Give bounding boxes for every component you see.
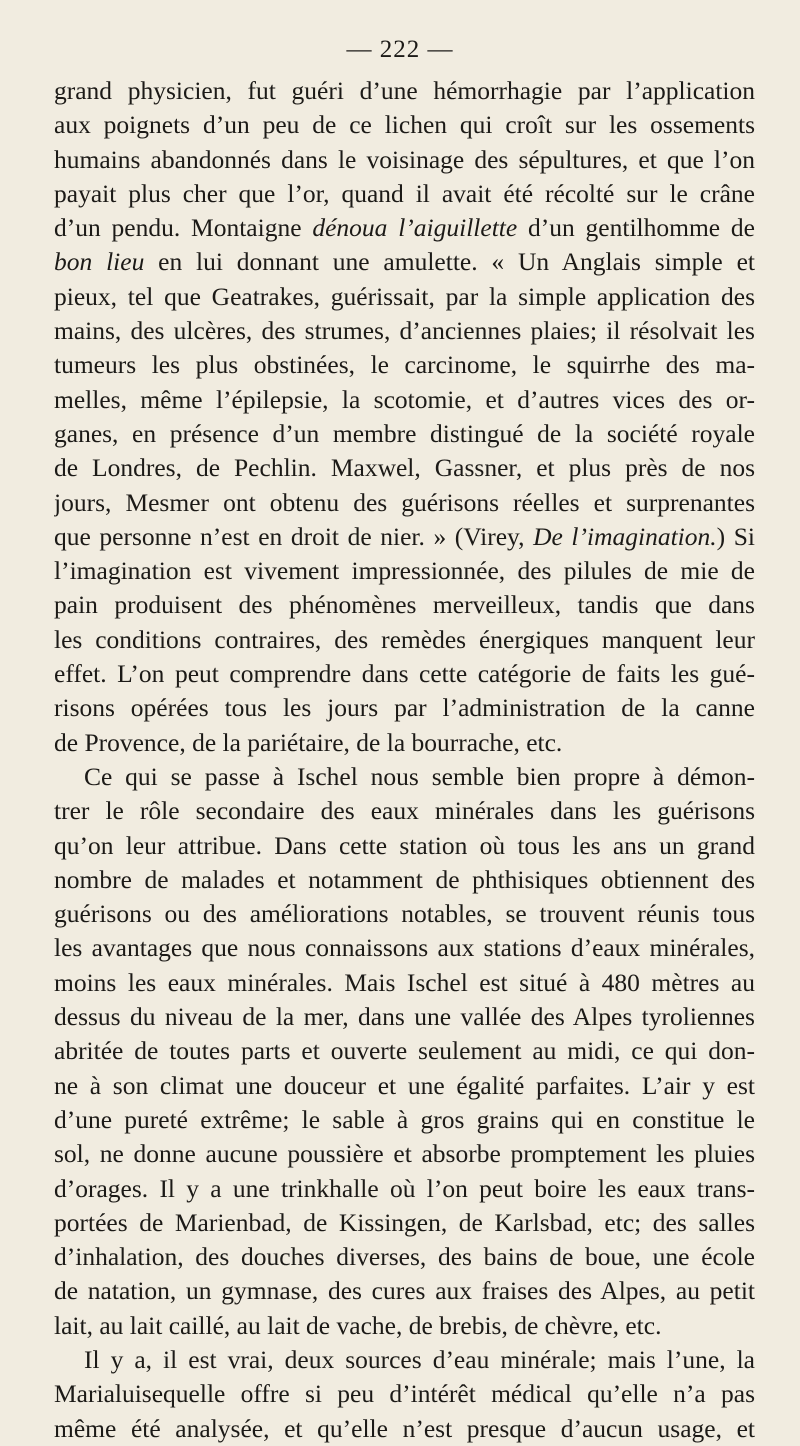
- text-run: ) Si: [716, 521, 755, 551]
- text-line: sol, ne donne aucune poussière et absorbe promptement les pluies: [54, 1139, 755, 1169]
- text-line: d’une pureté extrême; le sable à gros grains qui en constitue le: [54, 1104, 755, 1134]
- italic-phrase: bon lieu: [54, 247, 145, 277]
- text-run: d’un gentilhomme de: [517, 213, 755, 243]
- text-line: humains abandonnés dans le voisinage des sépultures, et que l’on: [54, 144, 755, 174]
- body-text: [54, 74, 755, 1446]
- text-line: [54, 211, 755, 245]
- paragraph-start-line: Il y a, il est vrai, deux sources d’eau minérale; mais l’une, la: [84, 1344, 755, 1374]
- text-line: pain produisent des phénomènes merveilleux, tandis que dans: [54, 590, 755, 620]
- text-line: même été analysée, et qu’elle n’est presque d’aucun usage, et: [54, 1413, 755, 1443]
- text-line: l’imagination est vivement impressionnée, des pilules de mie de: [54, 556, 755, 586]
- text-line: jours, Mesmer ont obtenu des guérisons réelles et surprenantes: [54, 487, 755, 517]
- text-line: lait, au lait caillé, au lait de vache, de brebis, de chèvre, etc.: [54, 1310, 662, 1340]
- italic-phrase: dénoua l’aiguillette: [312, 213, 518, 243]
- page-number: — 222 —: [346, 36, 454, 63]
- text-run: que personne n’est en droit de nier. » (Virey,: [54, 521, 534, 551]
- text-line: qu’on leur attribue. Dans cette station où tous les ans un grand: [54, 830, 755, 860]
- text-line: [54, 520, 755, 554]
- text-line: de Londres, de Pechlin. Maxwel, Gassner, et plus près de nos: [54, 453, 755, 483]
- text-line: d’inhalation, des douches diverses, des bains de boue, une école: [54, 1242, 755, 1272]
- text-line: abritée de toutes parts et ouverte seulement au midi, ce qui don-: [54, 1036, 755, 1066]
- text-line: moins les eaux minérales. Mais Ischel est situé à 480 mètres au: [54, 967, 755, 997]
- text-line: risons opérées tous les jours par l’administration de la canne: [54, 693, 755, 723]
- text-line: pieux, tel que Geatrakes, guérissait, par la simple application des: [54, 281, 755, 311]
- text-line: [54, 245, 755, 279]
- text-line: effet. L’on peut comprendre dans cette catégorie de faits les gué-: [54, 659, 755, 689]
- text-line: portées de Marienbad, de Kissingen, de Karlsbad, etc; des salles: [54, 1207, 755, 1237]
- text-line: les avantages que nous connaissons aux stations d’eaux minérales,: [54, 933, 755, 963]
- text-line: aux poignets d’un peu de ce lichen qui croît sur les ossements: [54, 110, 755, 140]
- italic-phrase: De l’imagination.: [533, 521, 717, 551]
- text-line: mains, des ulcères, des strumes, d’anciennes plaies; il résolvait les: [54, 316, 755, 346]
- text-line: tumeurs les plus obstinées, le carcinome, le squirrhe des ma-: [54, 350, 755, 380]
- text-line: de natation, un gymnase, des cures aux fraises des Alpes, au petit: [54, 1276, 755, 1306]
- text-line: nombre de malades et notamment de phthisiques obtiennent des: [54, 864, 755, 894]
- text-line: de Provence, de la pariétaire, de la bourrache, etc.: [54, 727, 563, 757]
- text-line: Marialuisequelle offre si peu d’intérêt médical qu’elle n’a pas: [54, 1379, 755, 1409]
- text-line: melles, même l’épilepsie, la scotomie, et d’autres vices des or-: [54, 384, 755, 414]
- text-line: dessus du niveau de la mer, dans une vallée des Alpes tyroliennes: [54, 1002, 755, 1032]
- text-line: les conditions contraires, des remèdes énergiques manquent leur: [54, 624, 755, 654]
- paragraph-start-line: Ce qui se passe à Ischel nous semble bien propre à démon-: [84, 761, 755, 791]
- text-run: en lui donnant une amulette. « Un Anglais simple et: [144, 247, 755, 277]
- text-line: grand physicien, fut guéri d’une hémorrhagie par l’application: [54, 76, 755, 105]
- text-run: d’un pendu. Montaigne: [54, 213, 313, 243]
- text-line: ne à son climat une douceur et une égalité parfaites. L’air y est: [54, 1070, 755, 1100]
- text-line: guérisons ou des améliorations notables, se trouvent réunis tous: [54, 899, 755, 929]
- text-line: payait plus cher que l’or, quand il avait été récolté sur le crâne: [54, 178, 755, 208]
- text-line: trer le rôle secondaire des eaux minérales dans les guérisons: [54, 796, 755, 826]
- text-line: d’orages. Il y a une trinkhalle où l’on peut boire les eaux trans-: [54, 1173, 755, 1203]
- text-line: ganes, en présence d’un membre distingué de la société royale: [54, 418, 755, 448]
